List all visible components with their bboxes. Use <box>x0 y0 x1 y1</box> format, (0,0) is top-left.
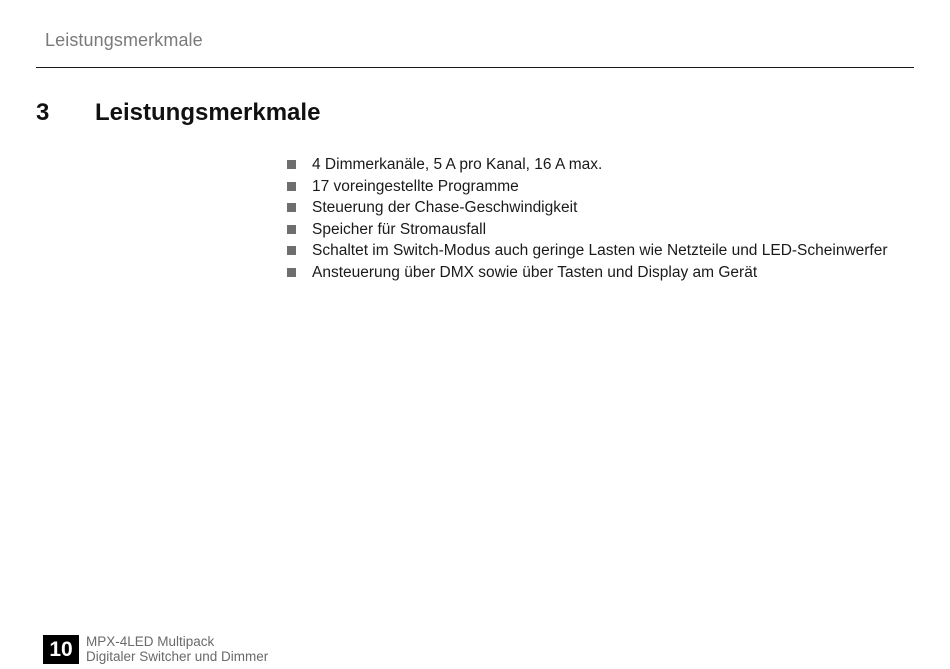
list-item <box>286 219 888 241</box>
footer-product-name: MPX-4LED Multipack <box>86 634 215 649</box>
square-bullet-icon <box>287 246 296 255</box>
section-title: Leistungsmerkmale <box>95 99 321 126</box>
feature-text: Ansteuerung über DMX sowie über Tasten und Display am Gerät <box>312 263 758 281</box>
feature-text: 17 voreingestellte Programme <box>312 177 519 195</box>
feature-list <box>286 154 888 283</box>
square-bullet-icon <box>287 182 296 191</box>
feature-text: Speicher für Stromausfall <box>312 220 487 238</box>
feature-text: Schaltet im Switch-Modus auch geringe Lasten wie Netzteile und LED-Scheinwerfer <box>312 242 888 259</box>
list-item <box>286 262 888 284</box>
running-header: Leistungsmerkmale <box>45 30 203 50</box>
list-item <box>286 240 888 262</box>
list-item <box>286 197 888 219</box>
section-heading <box>36 99 320 127</box>
square-bullet-icon <box>287 225 296 234</box>
feature-text: 4 Dimmerkanäle, 5 A pro Kanal, 16 A max. <box>312 156 603 173</box>
list-item <box>286 176 888 198</box>
section-number: 3 <box>36 99 50 126</box>
footer-product-description: Digitaler Switcher und Dimmer <box>86 649 269 664</box>
square-bullet-icon <box>287 203 296 212</box>
list-item <box>286 154 888 176</box>
header-divider <box>36 67 914 68</box>
page-number: 10 <box>43 635 79 664</box>
feature-text: Steuerung der Chase-Geschwindigkeit <box>312 199 578 216</box>
square-bullet-icon <box>287 160 296 169</box>
square-bullet-icon <box>287 268 296 277</box>
footer-product-info <box>86 634 268 664</box>
